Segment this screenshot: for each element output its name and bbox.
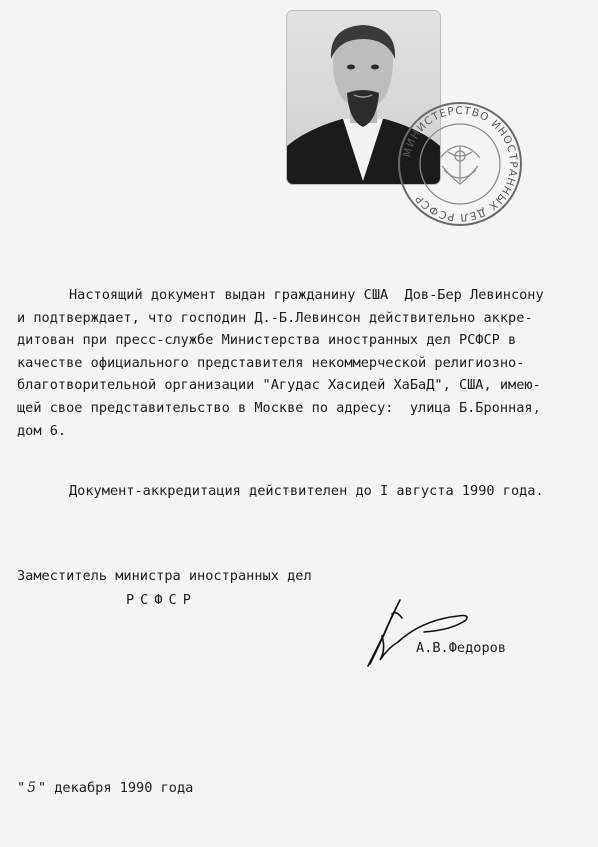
body-line: Настоящий документ выдан гражданину США Дов-Бер Левинсону <box>69 287 544 303</box>
document-date <box>17 780 193 796</box>
date-open-quote: " <box>17 780 26 796</box>
body-line: дитован при пресс-службе Министерства иностранных дел РСФСР в <box>17 332 517 349</box>
svg-text:МИНИСТЕРСТВО ИНОСТРАННЫХ ДЕЛ Р: МИНИСТЕРСТВО ИНОСТРАННЫХ ДЕЛ РСФСР <box>401 104 520 224</box>
signer-title: Заместитель министра иностранных дел <box>17 568 312 584</box>
body-line: и подтверждает, что господин Д.-Б.Левинсон действительно аккре- <box>17 309 533 326</box>
handwritten-signature <box>362 590 477 670</box>
date-rest: декабря 1990 года <box>54 780 194 796</box>
signer-name: А.В.Федоров <box>416 640 507 656</box>
body-line: благотворительной организации "Агудас Хасидей ХаБаД", США, имею- <box>17 377 541 394</box>
official-seal-stamp <box>396 100 524 228</box>
document-body <box>17 284 577 442</box>
body-line: качестве официального представителя некоммерческой религиозно- <box>17 354 525 371</box>
validity-statement: Документ-аккредитация действителен до I августа 1990 года. <box>69 483 544 499</box>
body-line: щей свое представительство в Москве по адресу: улица Б.Бронная, <box>17 399 541 416</box>
date-close-quote: " <box>37 780 47 796</box>
signer-country: РСФСР <box>126 592 197 608</box>
date-day: 5 <box>27 780 36 796</box>
body-line: дом 6. <box>17 422 67 439</box>
